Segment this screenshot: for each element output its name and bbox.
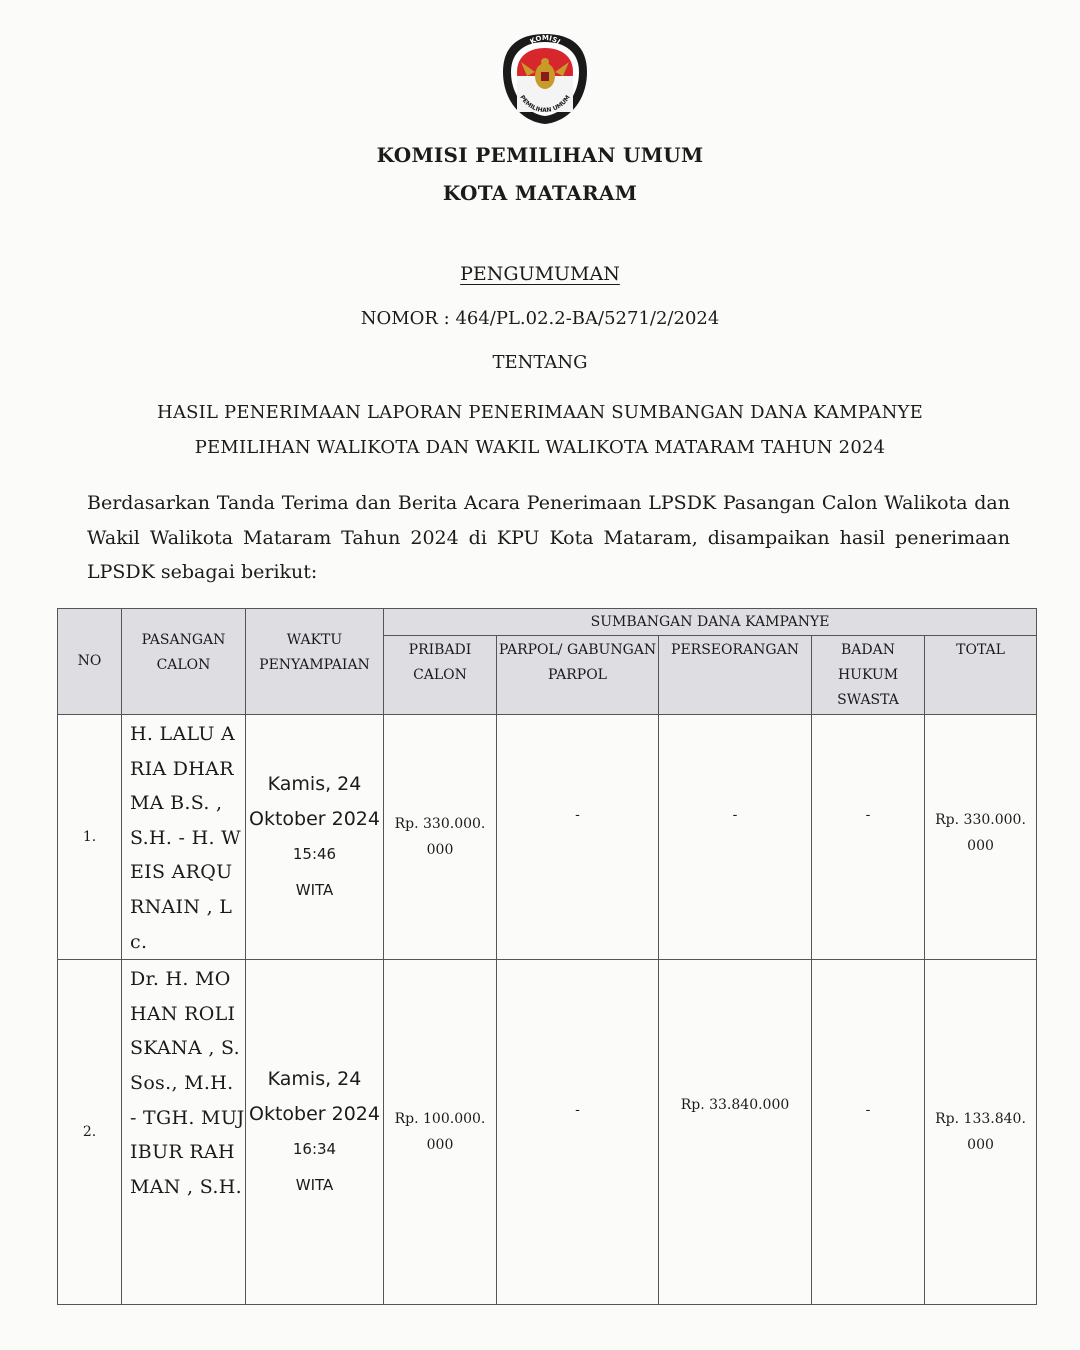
row-perseorangan: - <box>659 715 812 960</box>
header-waktu: WAKTU PENYAMPAIAN <box>246 609 384 715</box>
row-pasangan: H. LALU ARIA DHARMA B.S. , S.H. - H. WEIS ARQURNAIN , Lc. <box>122 715 246 960</box>
header-badan: BADAN HUKUM SWASTA <box>812 636 925 715</box>
header-parpol: PARPOL/ GABUNGAN PARPOL <box>497 636 659 715</box>
subject-line1: HASIL PENERIMAAN LAPORAN PENERIMAAN SUMBANGAN DANA KAMPANYE <box>157 402 923 423</box>
row-waktu-date: Kamis, 24 Oktober 2024 <box>249 1068 380 1125</box>
header-pasangan: PASANGAN CALON <box>122 609 246 715</box>
doc-title: PENGUMUMAN <box>460 263 620 285</box>
kpu-logo-icon <box>501 32 589 126</box>
row-total: Rp. 133.840.000 <box>925 960 1037 1305</box>
doc-number: NOMOR : 464/PL.02.2-BA/5271/2/2024 <box>360 308 720 329</box>
row-waktu <box>246 960 384 1305</box>
row-waktu-time: 16:34 <box>292 1140 337 1159</box>
row-no: 2. <box>58 960 122 1305</box>
row-parpol: - <box>497 715 659 960</box>
svg-text:KOMISI: KOMISI <box>528 33 562 47</box>
intro-paragraph: Berdasarkan Tanda Terima dan Berita Acara Penerimaan LPSDK Pasangan Calon Walikota dan Wakil Walikota Mataram Tahun 2024 di KPU Kota Mataram, disampaikan hasil penerimaan LPSDK sebagai berikut: <box>87 492 1010 583</box>
row-waktu-date: Kamis, 24 Oktober 2024 <box>249 773 380 830</box>
row-no: 1. <box>58 715 122 960</box>
row-waktu-time: 15:46 <box>292 845 337 864</box>
tentang-label: TENTANG <box>492 352 588 373</box>
row-waktu-zone: WITA <box>295 880 334 899</box>
lpsdk-table <box>57 608 1037 1305</box>
row-waktu <box>246 715 384 960</box>
subject-line2: PEMILIHAN WALIKOTA DAN WAKIL WALIKOTA MATARAM TAHUN 2024 <box>194 437 886 458</box>
org-name-line1: KOMISI PEMILIHAN UMUM <box>376 143 704 167</box>
row-pribadi: Rp. 100.000.000 <box>384 960 497 1305</box>
row-pasangan: Dr. H. MOHAN ROLISKANA , S.Sos., M.H. - TGH. MUJIBUR RAHMAN , S.H. <box>122 960 246 1305</box>
table-row <box>58 715 1037 960</box>
svg-text:PEMILIHAN UMUM: PEMILIHAN UMUM <box>518 94 572 115</box>
row-waktu-zone: WITA <box>295 1175 334 1194</box>
row-pribadi: Rp. 330.000.000 <box>384 715 497 960</box>
header-perseorangan: PERSEORANGAN <box>659 636 812 715</box>
header-total: TOTAL <box>925 636 1037 715</box>
row-total: Rp. 330.000.000 <box>925 715 1037 960</box>
header-sumbangan-group: SUMBANGAN DANA KAMPANYE <box>384 609 1037 636</box>
org-name-line2: KOTA MATARAM <box>442 181 638 205</box>
header-pribadi: PRIBADI CALON <box>384 636 497 715</box>
row-badan: - <box>812 960 925 1305</box>
row-perseorangan: Rp. 33.840.000 <box>659 960 812 1305</box>
row-badan: - <box>812 715 925 960</box>
header-no: NO <box>58 609 122 715</box>
table-row <box>58 960 1037 1305</box>
row-parpol: - <box>497 960 659 1305</box>
